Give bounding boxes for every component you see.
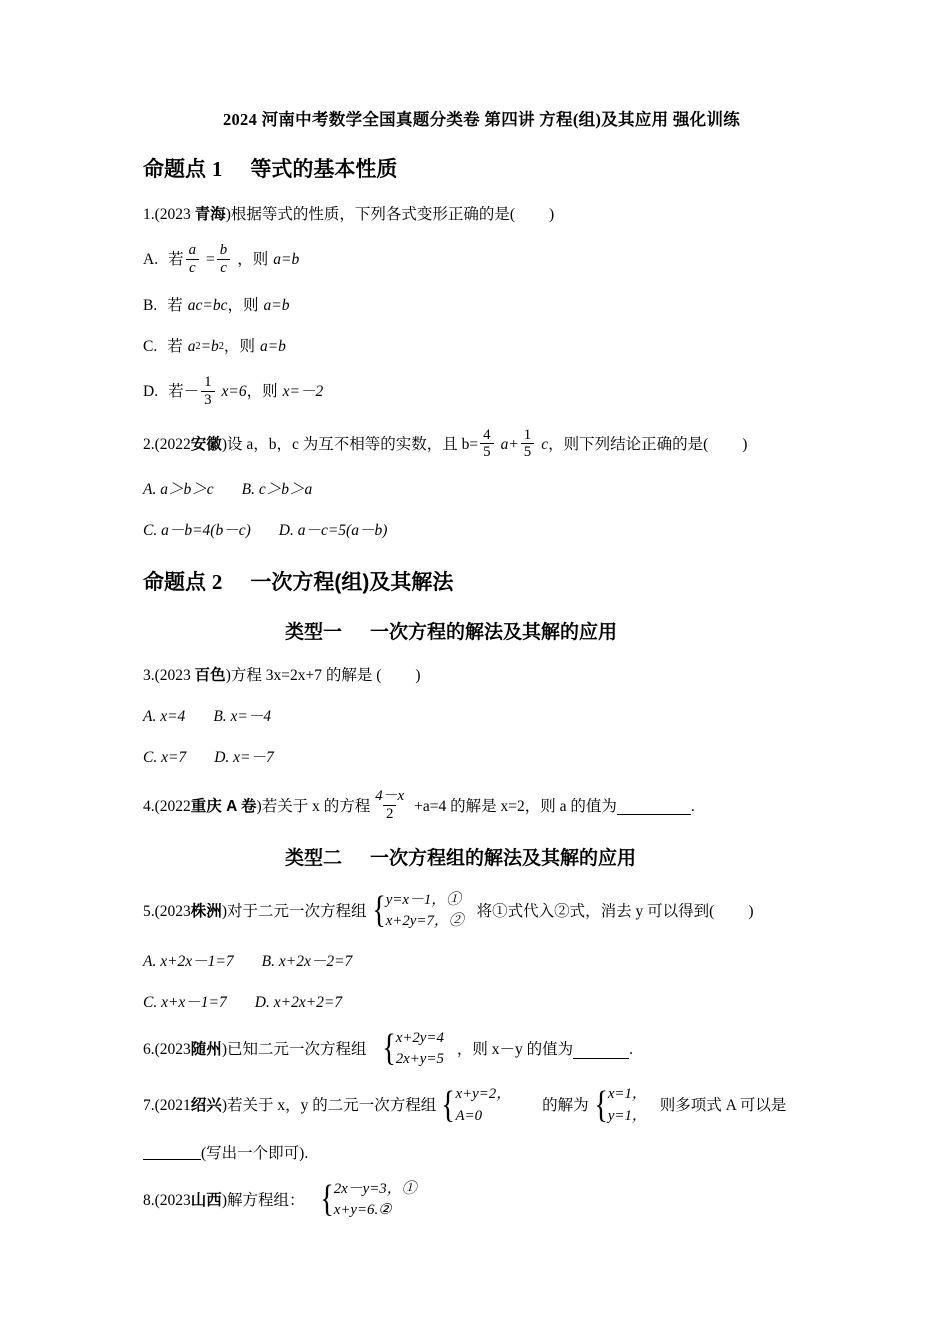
left-brace-icon: { — [381, 1027, 396, 1070]
q5-source-tail: ) — [221, 903, 227, 921]
q5-sys-row-2: x+2y=7，② — [385, 913, 464, 930]
q7-solution-system — [592, 1084, 647, 1126]
question-2-stem — [143, 426, 820, 462]
q1-optA-then: 则 — [252, 251, 269, 269]
q1-optA-comma: ， — [237, 251, 253, 269]
type-label-1: 类型一 — [285, 621, 343, 643]
section-label-2: 命题点 — [143, 571, 206, 595]
q3-optA: A. x=4 — [143, 708, 186, 726]
q2-source-year: (2022 — [154, 435, 191, 453]
fraction-b-over-c — [217, 243, 230, 276]
q5-optA: A. x+2x－1=7 — [143, 953, 234, 971]
question-7-stem — [143, 1085, 820, 1127]
q7-stem-1: 若关于 x，y 的二元一次方程组 — [226, 1097, 437, 1115]
question-1-option-c — [143, 335, 820, 359]
q6-sys-row-1: x+2y=4 — [395, 1030, 444, 1047]
q8-sys-row-2: x+y=6.② — [333, 1201, 392, 1218]
q3-stem-close: ) — [415, 667, 421, 685]
q6-stem-1: 已知二元一次方程组 — [226, 1041, 367, 1059]
q4-stem-3: . — [690, 797, 695, 815]
q1-optD-label: D. — [143, 383, 159, 401]
q4-frac-den: 2 — [383, 805, 396, 822]
q8-equation-system — [318, 1179, 417, 1221]
fraction-four-fifths — [480, 428, 493, 461]
q5-optB: B. x+2x－2=7 — [261, 953, 353, 971]
question-6-stem — [143, 1029, 820, 1071]
q3-optD: D. x=－7 — [214, 749, 274, 767]
question-2-options-row1 — [143, 478, 820, 502]
q7-source-tail: ) — [221, 1097, 227, 1115]
section-name-2: 一次方程(组)及其解法 — [250, 571, 454, 595]
q1-optB-tail: a=b — [263, 296, 290, 314]
q6-equation-system — [380, 1028, 444, 1070]
q3-source-place: 百色 — [194, 667, 226, 685]
q7-source-year: (2021 — [154, 1097, 191, 1115]
q3-stem-text: 方程 3x=2x+7 的解是 ( — [230, 667, 382, 685]
question-1-option-d — [143, 373, 820, 409]
q4-number: 4. — [143, 797, 155, 815]
question-3-stem — [143, 664, 820, 688]
q1-optD-pre: 若－ — [168, 383, 200, 401]
q2-stem-1: 设 a，b，c 为互不相等的实数，且 b= — [226, 435, 479, 453]
q8-sys-row-1: 2x－y=3，① — [333, 1180, 417, 1197]
question-5-options-row2 — [143, 991, 820, 1015]
q6-stem-2: ，则 x－y 的值为 — [456, 1041, 574, 1059]
q1-optA-den1: c — [186, 259, 199, 276]
q2-optC: C. a－b=4(b－c) — [143, 522, 251, 540]
q5-optC: C. x+x－1=7 — [143, 994, 227, 1012]
q8-source-tail: ) — [221, 1191, 227, 1209]
q1-optA-pre: 若 — [168, 251, 184, 269]
left-brace-icon: { — [441, 1083, 456, 1126]
section-heading-1 — [143, 156, 820, 183]
question-8-stem — [143, 1177, 820, 1222]
q6-source-place: 随州 — [190, 1041, 222, 1059]
q5-sys-row-1: y=x－1，① — [385, 891, 462, 908]
q1-source-tail: ) — [225, 206, 231, 224]
q1-optB-expr: ac=bc — [187, 296, 228, 314]
q6-source-year: (2023 — [154, 1041, 191, 1059]
section-name-1: 等式的基本性质 — [250, 157, 398, 181]
q2-frac2-den: 5 — [521, 443, 534, 460]
fraction-one-fifth — [521, 428, 534, 461]
q2-frac1-num: 4 — [483, 426, 491, 443]
q7-source-place: 绍兴 — [190, 1097, 222, 1115]
q3-number: 3. — [143, 667, 155, 685]
type-heading-2 — [143, 847, 820, 871]
left-brace-icon: { — [371, 889, 386, 932]
q7-stem-2: 的解为 — [542, 1097, 589, 1115]
q4-frac-num: 4－x — [375, 788, 405, 805]
q7-sol-row-1: x=1， — [607, 1086, 647, 1103]
q1-source-place: 青海 — [194, 206, 226, 224]
q2-frac2-num: 1 — [523, 426, 532, 443]
q1-optC-tail: a=b — [259, 337, 286, 355]
q1-optD-mid: x=6 — [221, 383, 247, 401]
q6-answer-blank[interactable] — [573, 1042, 629, 1059]
question-2-options-row2 — [143, 519, 820, 543]
q1-optA-den2: c — [217, 259, 230, 276]
q3-optC: C. x=7 — [143, 749, 187, 767]
fraction-a-over-c — [186, 243, 199, 276]
type-label-2: 类型二 — [285, 848, 343, 870]
type-heading-1 — [143, 621, 820, 645]
section-heading-2 — [143, 569, 820, 596]
q6-number: 6. — [143, 1041, 155, 1059]
q1-optB-label: B. — [143, 296, 158, 314]
q1-optA-num2: b — [219, 242, 228, 259]
q1-optA-label: A. — [143, 251, 159, 269]
q1-stem-close: ) — [549, 206, 555, 224]
q2-frac1-den: 5 — [480, 443, 493, 460]
fraction-one-third — [201, 375, 214, 408]
q4-source-place: 重庆 A 卷 — [190, 797, 257, 815]
q2-optA: A. a＞b＞c — [143, 481, 214, 499]
q1-optD-num: 1 — [204, 373, 212, 390]
q2-source-tail: ) — [221, 435, 227, 453]
left-brace-icon: { — [593, 1083, 608, 1126]
question-1-option-a — [143, 244, 820, 277]
section-number-1: 1 — [211, 156, 223, 181]
q2-stem-2: ，则下列结论正确的是( — [548, 435, 709, 453]
q1-optD-comma: ， — [246, 383, 263, 401]
q8-source-year: (2023 — [154, 1191, 191, 1209]
q2-optD: D. a－c=5(a－b) — [278, 522, 388, 540]
q1-optC-base: a — [187, 337, 196, 355]
q2-mid-1: a+ — [500, 435, 519, 453]
q7-answer-blank[interactable] — [143, 1143, 201, 1160]
question-3-options-row2 — [143, 746, 820, 770]
q1-optB-comma: ， — [227, 296, 243, 314]
q7-sys-row-1: x+y=2， — [455, 1086, 512, 1103]
q1-optC-label: C. — [143, 337, 158, 355]
q4-source-tail: ) — [256, 797, 262, 815]
question-5-stem — [143, 891, 820, 933]
type-name-2: 一次方程组的解法及其解的应用 — [370, 848, 637, 870]
q1-optC-sup2: 2 — [218, 340, 224, 352]
q5-equation-system — [370, 890, 464, 932]
type-name-1: 一次方程的解法及其解的应用 — [370, 621, 618, 643]
section-number-2: 2 — [211, 570, 223, 595]
q4-stem-2: +a=4 的解是 x=2，则 a 的值为 — [414, 797, 617, 815]
q2-stem-close: ) — [742, 435, 748, 453]
q1-optC-comma: ， — [223, 337, 240, 355]
q6-sys-row-2: 2x+y=5 — [395, 1051, 444, 1068]
q5-stem-close: ) — [748, 903, 754, 921]
q1-optB-then: 则 — [242, 296, 259, 314]
q2-number: 2. — [143, 435, 155, 453]
q5-optD: D. x+2x+2=7 — [254, 994, 343, 1012]
q7-sol-row-2: y=1， — [607, 1107, 647, 1124]
question-3-options-row1 — [143, 705, 820, 729]
q5-source-place: 株洲 — [190, 903, 222, 921]
q1-optC-pre: 若 — [167, 337, 183, 355]
q3-source-year: (2023 — [154, 667, 195, 685]
fraction-four-minus-x-over-two — [372, 789, 407, 822]
q1-optD-then: 则 — [262, 383, 278, 401]
q1-optC-sup: 2 — [195, 340, 201, 352]
q7-stem-4: (写出一个即可). — [201, 1144, 309, 1162]
q1-optC-mid: =b — [200, 337, 219, 355]
section-label-1: 命题点 — [143, 157, 206, 181]
q7-number: 7. — [143, 1097, 155, 1115]
q7-sys-row-2: A=0 — [455, 1107, 483, 1124]
q1-stem-text: 根据等式的性质，下列各式变形正确的是( — [230, 206, 516, 224]
q7-stem-3: 则多项式 A 可以是 — [659, 1097, 787, 1115]
q7-equation-system — [439, 1084, 511, 1126]
page-title: 2024 河南中考数学全国真题分类卷 第四讲 方程(组)及其应用 强化训练 — [222, 110, 741, 129]
q8-number: 8. — [143, 1191, 155, 1209]
q1-optD-tail: x=－2 — [282, 383, 324, 401]
q3-source-tail: ) — [225, 667, 231, 685]
question-1-stem — [143, 203, 820, 227]
q1-optD-den: 3 — [201, 391, 214, 408]
q6-stem-3: . — [629, 1041, 634, 1059]
q5-stem-2: 将①式代入②式，消去 y 可以得到( — [476, 903, 715, 921]
q5-source-year: (2023 — [154, 903, 191, 921]
q1-source-year: (2023 — [154, 206, 195, 224]
q8-source-place: 山西 — [190, 1191, 222, 1209]
q4-answer-blank[interactable] — [617, 799, 691, 816]
question-7-continuation — [143, 1142, 820, 1166]
q4-source-year: (2022 — [154, 797, 191, 815]
q1-optA-eq: = — [206, 251, 215, 269]
q8-stem-1: 解方程组： — [226, 1191, 305, 1209]
question-5-options-row1 — [143, 950, 820, 974]
question-4-stem — [143, 790, 820, 823]
q5-stem-1: 对于二元一次方程组 — [226, 903, 367, 921]
left-brace-icon: { — [319, 1177, 334, 1220]
question-1-option-b — [143, 294, 820, 318]
q4-stem-1: 若关于 x 的方程 — [261, 797, 371, 815]
q5-number: 5. — [143, 903, 155, 921]
q6-source-tail: ) — [221, 1041, 227, 1059]
q1-optA-tail: a=b — [273, 251, 300, 269]
q2-source-place: 安徽 — [190, 435, 222, 453]
q2-mid-2: c — [541, 435, 549, 453]
q1-number: 1. — [143, 206, 155, 224]
q2-optB: B. c＞b＞a — [241, 481, 313, 499]
q1-optC-then: 则 — [239, 337, 255, 355]
q1-optB-pre: 若 — [167, 296, 183, 314]
q1-optA-num1: a — [188, 242, 197, 259]
q3-optB: B. x=－4 — [213, 708, 272, 726]
